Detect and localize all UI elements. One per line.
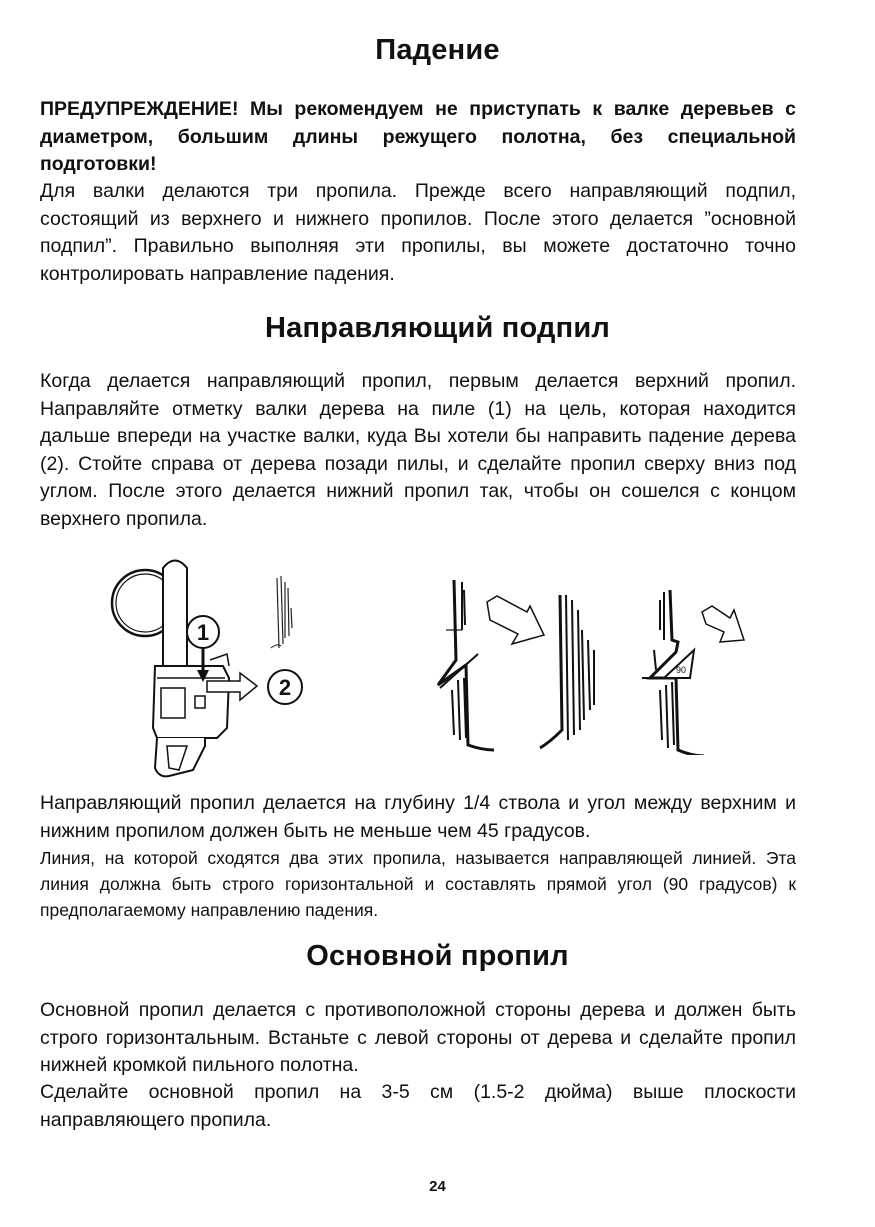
directional-line-text: Линия, на которой сходятся два этих пропила, называется направляющей линией. Эта линия должна быть строго горизонтальной и составлять прямой угол (90 градусов) к предполагаемому направлению падения. [40,848,796,920]
section-title-back-cut: Основной пропил [306,940,569,972]
section-title-directional-notch: Направляющий подпил [265,312,610,344]
warning-text: ПРЕДУПРЕЖДЕНИЕ! Мы рекомендуем не приступать к валке деревьев с диаметром, большим длины режущего полотна, без специальной подготовки! [40,98,796,175]
svg-text:90: 90 [675,665,687,675]
svg-text:1: 1 [196,620,210,645]
chainsaw-aiming-illustration [95,548,325,778]
directional-notch-text: Когда делается направляющий пропил, первым делается верхний пропил. Направляйте отметку валки дерева на пиле (1) на цель, которая находится дальше впереди на участке валки, куда Вы хотели бы направить падение дерева (2). Стойте справа от дерева позади пилы, и сделайте пропил сверху вниз под углом. После этого делается нижний пропил так, чтобы он сошелся с концом верхнего пропила. [40,370,796,530]
notch-depth-text: Направляющий пропил делается на глубину 1/4 ствола и угол между верхним и нижним пропилом должен быть не меньше чем 45 градусов. [40,792,796,842]
tree-with-top-cut [438,580,494,750]
tree-with-wedge-cut [642,590,704,755]
back-cut-text: Основной пропил делается с противоположной стороны дерева и должен быть строго горизонтальным. Встаньте с левой стороны от дерева и сделайте пропил нижней кромкой пильного полотна. [40,999,796,1076]
tree-center [540,595,594,748]
svg-text:2: 2 [278,675,292,700]
notch-cut-illustrations [432,570,762,755]
section-title-felling: Падение [375,34,500,66]
felling-intro-text: Для валки делаются три пропила. Прежде всего направляющий подпил, состоящий из верхнего и нижнего пропилов. После этого делается ”основной подпил”. Правильно выполняя эти пропилы, вы можете достаточно точно контролировать направление падения. [40,180,796,285]
back-cut-height-text: Сделайте основной пропил на 3-5 см (1.5-2 дюйма) выше плоскости направляющего пропила. [40,1081,796,1131]
page-number: 24 [429,1178,446,1195]
